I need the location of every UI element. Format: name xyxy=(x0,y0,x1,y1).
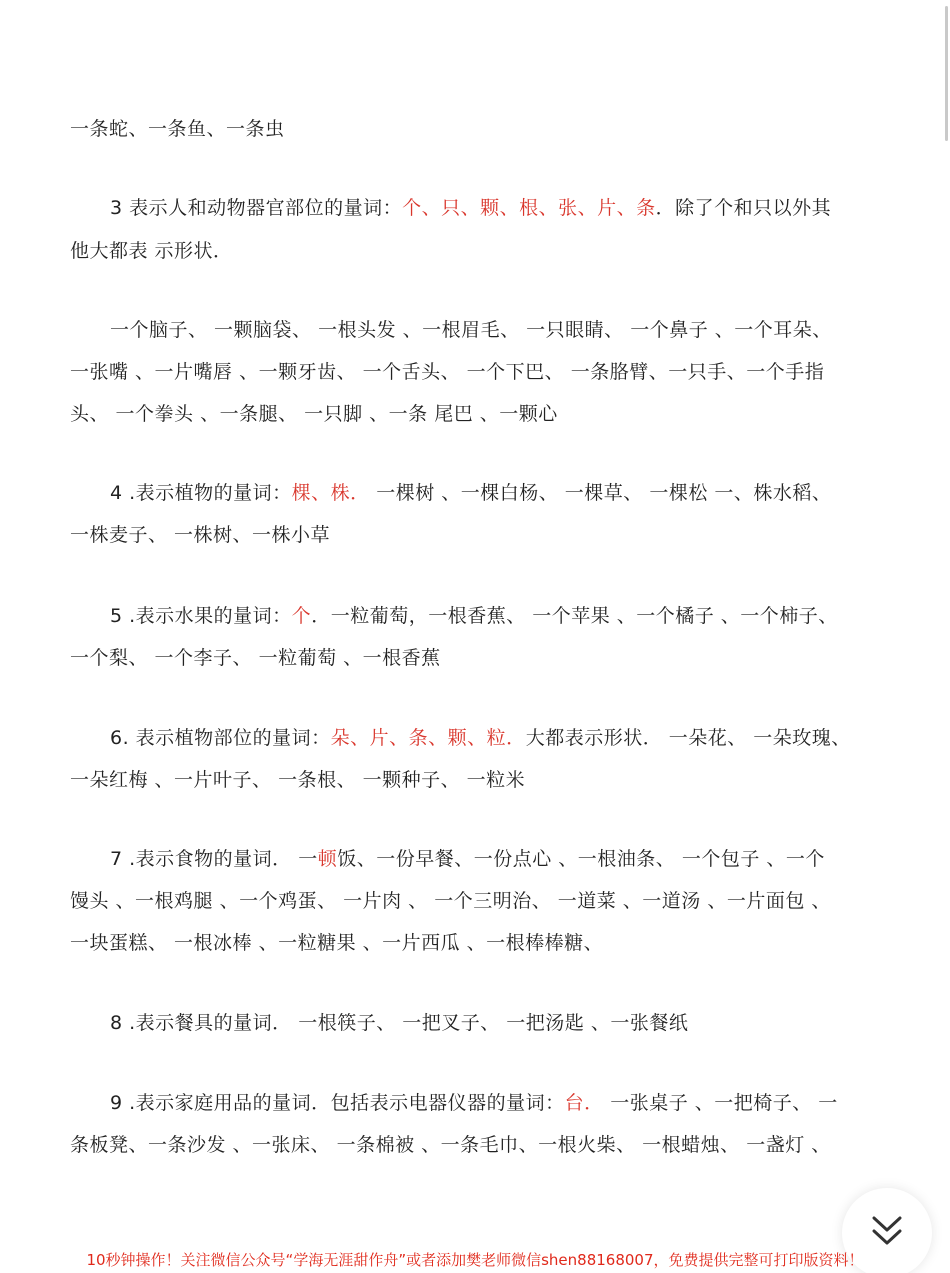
text-segment: 一株麦子、 一株树、一株小草 xyxy=(70,524,331,546)
text-segment: 大都表示形状． 一朵花、 一朵玫瑰、 xyxy=(525,727,851,749)
text-segment: 7 .表示食物的量词． 一 xyxy=(110,848,318,870)
text-segment: 他大都表 示形状． xyxy=(70,240,233,262)
text-segment: 一张嘴 、一片嘴唇 、一颗牙齿、 一个舌头、 一个下巴、 一条胳臂、一只手、一个手指 xyxy=(70,361,825,383)
text-segment: 9 .表示家庭用品的量词．包括表示电器仪器的量词： xyxy=(110,1092,565,1114)
text-segment: 一张桌子 、一把椅子、 一 xyxy=(603,1092,838,1114)
section-4-heading xyxy=(110,480,870,506)
section-9-heading xyxy=(110,1090,870,1116)
text-line xyxy=(70,522,870,548)
text-line xyxy=(70,645,870,671)
text-line xyxy=(70,359,870,385)
text-line xyxy=(70,401,870,427)
measure-words-highlight: 棵、株． xyxy=(291,482,370,504)
text-line xyxy=(70,116,870,142)
measure-words-highlight: 个、只、颗、根、张、片、条 xyxy=(402,197,656,219)
text-segment: 馒头 、一根鸡腿 、一个鸡蛋、 一片肉 、 一个三明治、 一道菜 、一道汤 、一片面包 、 xyxy=(70,890,831,912)
measure-words-highlight: 顿 xyxy=(317,848,338,870)
double-chevron-down-icon xyxy=(871,1214,903,1248)
text-segment: 一棵树 、一棵白杨、 一棵草、 一棵松 一、株水稻、 xyxy=(369,482,832,504)
text-segment: 头、 一个拳头 、一条腿、 一只脚 、一条 尾巴 、一颗心 xyxy=(70,403,558,425)
text-segment: ．一粒葡萄，一根香蕉、 一个苹果 、一个橘子 、一个柿子、 xyxy=(311,605,838,627)
text-segment: 一个脑子、 一颗脑袋、 一根头发 、一根眉毛、 一只眼睛、 一个鼻子 、一个耳朵、 xyxy=(110,319,832,341)
text-line xyxy=(110,317,870,343)
section-6-heading xyxy=(110,725,870,751)
text-line xyxy=(70,238,870,264)
section-5-heading xyxy=(110,603,870,629)
text-segment: 6. 表示植物部位的量词： xyxy=(110,727,331,749)
text-line xyxy=(70,930,870,956)
measure-words-highlight: 朵、片、条、颗、粒． xyxy=(330,727,526,749)
text-line xyxy=(70,767,870,793)
text-segment: 4 .表示植物的量词： xyxy=(110,482,292,504)
measure-words-highlight: 台． xyxy=(564,1092,604,1114)
text-segment: 3 表示人和动物器官部位的量词： xyxy=(110,197,403,219)
scrollbar-thumb[interactable] xyxy=(945,6,948,141)
text-segment: 一朵红梅 、一片叶子、 一条根、 一颗种子、 一粒米 xyxy=(70,769,526,791)
text-line xyxy=(70,1132,870,1158)
text-segment: 一个梨、 一个李子、 一粒葡萄 、一根香蕉 xyxy=(70,647,441,669)
text-segment: ．除了个和只以外其 xyxy=(655,197,832,219)
text-segment: 8 .表示餐具的量词． 一根筷子、 一把叉子、 一把汤匙 、一张餐纸 xyxy=(110,1012,689,1034)
text-segment: 一条蛇、一条鱼、一条虫 xyxy=(70,118,285,140)
section-3-heading xyxy=(110,195,870,221)
section-8-heading xyxy=(110,1010,870,1036)
text-segment: 5 .表示水果的量词： xyxy=(110,605,292,627)
text-segment: 条板凳、一条沙发 、一张床、 一条棉被 、一条毛巾、一根火柴、 一根蜡烛、 一盏灯 、 xyxy=(70,1134,831,1156)
text-segment: 饭、一份早餐、一份点心 、一根油条、 一个包子 、一个 xyxy=(337,848,825,870)
text-segment: 一块蛋糕、 一根冰棒 、一粒糖果 、一片西瓜 、一根棒棒糖、 xyxy=(70,932,604,954)
measure-words-highlight: 个 xyxy=(291,605,312,627)
text-line xyxy=(70,888,870,914)
promo-footer: 10秒钟操作！关注微信公众号“学海无涯甜作舟”或者添加樊老师微信shen88168007，免费提供完整可打印版资料！ xyxy=(86,1251,864,1269)
section-7-heading xyxy=(110,846,870,872)
